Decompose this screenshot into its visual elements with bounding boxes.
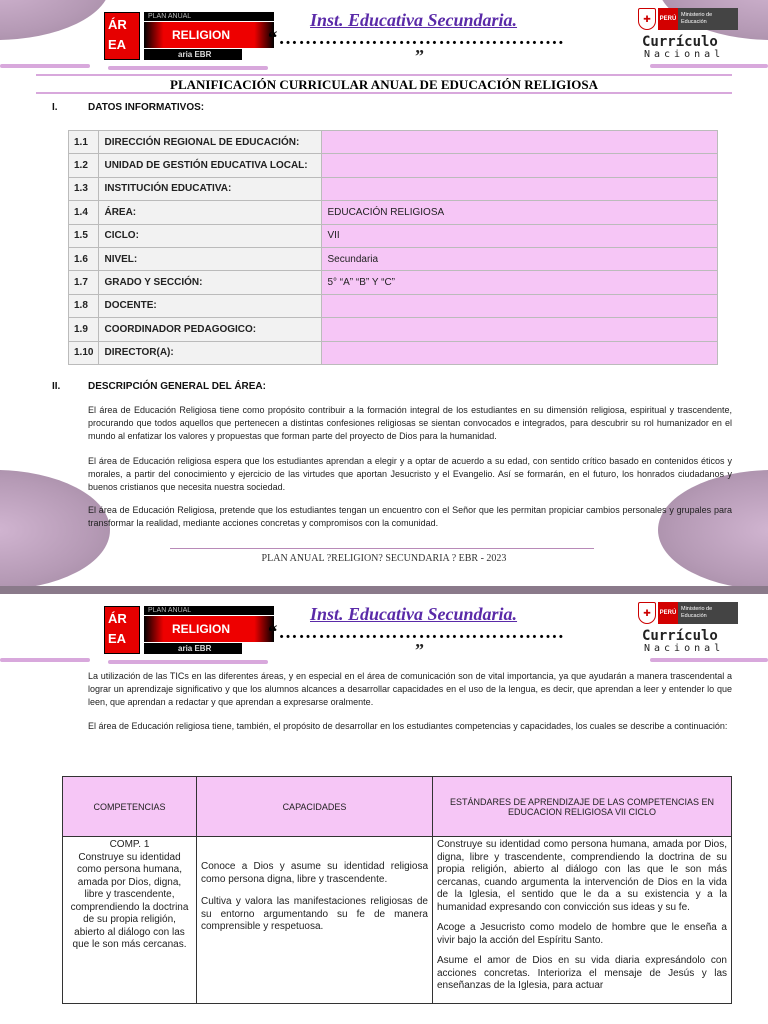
- area-label: [104, 606, 140, 654]
- table-row: [69, 154, 718, 177]
- ebr-label: aria EBR: [144, 643, 242, 654]
- info-row-value: [322, 341, 718, 364]
- area-label-line-1: ÁR: [108, 611, 127, 626]
- info-row-value: 5° “A” “B” Y “C”: [322, 271, 718, 294]
- ministry-label: Ministerio de Educación: [678, 8, 738, 30]
- info-row-label: GRADO Y SECCIÓN:: [99, 271, 322, 294]
- plan-label: PLAN ANUAL: [144, 606, 274, 615]
- area-label-line-1: ÁR: [108, 17, 127, 32]
- decorative-stripe: [0, 658, 90, 662]
- header-competencias: COMPETENCIAS: [63, 777, 197, 837]
- header-estandares: ESTÁNDARES DE APRENDIZAJE DE LAS COMPETENCIAS EN EDUCACION RELIGIOSA VII CICLO: [433, 777, 732, 837]
- info-row-value: Secundaria: [322, 247, 718, 270]
- competency-text: COMP. 1 Construye su identidad como persona humana, amada por Dios, digna, libre y trascendente, comprendiendo la doctrina de su propia religión, abierto al diálogo con las que le son más cercanas.: [70, 839, 189, 950]
- closing-quote: ”: [415, 640, 424, 660]
- competencies-table: [62, 776, 732, 1004]
- info-row-label: NIVEL:: [99, 247, 322, 270]
- description-paragraph-1: El área de Educación Religiosa tiene como propósito contribuir a la formación integral de los estudiantes en su dimensión religiosa, espiritual y trascendente, procurando que todos aquellos que pertenecen a distintas confesiones religiosas se sientan convocados e integrados, para descubrir su rol humanizador en el mundo al enfatizar los valores y propuestas que forman parte del proyecto de Dios para la humanidad.: [88, 405, 732, 441]
- standards-cell: [433, 837, 732, 1004]
- document-title: PLANIFICACIÓN CURRICULAR ANUAL DE EDUCACIÓN RELIGIOSA: [36, 74, 732, 94]
- header-area-badge: [104, 606, 274, 654]
- competencies-intro: El área de Educación religiosa tiene, también, el propósito de desarrollar en los estudiantes competencias y capacidades, los cuales se describe a continuación:: [88, 721, 728, 731]
- table-row: [69, 201, 718, 224]
- area-label: [104, 12, 140, 60]
- info-row-number: 1.7: [69, 271, 99, 294]
- table-row: [69, 341, 718, 364]
- institution-blank: “…………………………………….: [268, 622, 565, 643]
- standard-3: Asume el amor de Dios en su vida diaria expresándolo con acciones concretas. Interioriza el mensaje de Jesús y las enseñanzas de la Iglesia, para actuar: [437, 955, 727, 991]
- info-row-value: [322, 318, 718, 341]
- info-row-number: 1.4: [69, 201, 99, 224]
- area-label-line-2: EA: [108, 37, 127, 52]
- institution-name: Inst. Educativa Secundaria.: [310, 604, 518, 624]
- info-row-number: 1.6: [69, 247, 99, 270]
- peru-label: PERÚ: [658, 8, 678, 30]
- info-table: [68, 130, 718, 365]
- table-row: [69, 247, 718, 270]
- logo-subtitle: Nacional: [644, 49, 725, 60]
- section-1-label: DATOS INFORMATIVOS:: [88, 102, 205, 113]
- standard-1: Construye su identidad como persona humana, amada por Dios, digna, libre y trascendente, comprendiendo la doctrina de su propia religión, abierto al diálogo con las que le son más cercanas, cuando argumenta la intervención de Dios en la vida de la Iglesia, el sentido que le da a su existencia y a la humanidad expresando con convicción sus ideas y su fe.: [437, 839, 727, 913]
- plan-label: PLAN ANUAL: [144, 12, 274, 21]
- institution-blank: “…………………………………….: [268, 28, 565, 49]
- table-row: [69, 294, 718, 317]
- info-row-value: [322, 177, 718, 200]
- info-row-value: VII: [322, 224, 718, 247]
- decorative-stripe: [108, 660, 268, 664]
- decorative-wave-top-left: [0, 0, 110, 40]
- ministry-label: Ministerio de Educación: [678, 602, 738, 624]
- document-page-2: [0, 594, 768, 1024]
- competencies-header-row: [63, 777, 732, 837]
- table-row: [69, 271, 718, 294]
- table-row: [69, 131, 718, 154]
- table-row: [63, 837, 732, 1004]
- section-2-number: II.: [52, 381, 61, 392]
- logo-subtitle: Nacional: [644, 643, 725, 654]
- decorative-stripe: [0, 64, 90, 68]
- info-row-number: 1.10: [69, 341, 99, 364]
- curriculo-nacional-logo: [638, 6, 748, 60]
- section-2-label: DESCRIPCIÓN GENERAL DEL ÁREA:: [88, 381, 266, 392]
- info-row-number: 1.5: [69, 224, 99, 247]
- info-row-number: 1.9: [69, 318, 99, 341]
- area-label-line-2: EA: [108, 631, 127, 646]
- info-row-label: DIRECTOR(A):: [99, 341, 322, 364]
- info-row-value: [322, 131, 718, 154]
- decorative-stripe: [108, 66, 268, 70]
- info-row-number: 1.8: [69, 294, 99, 317]
- institution-name: Inst. Educativa Secundaria.: [310, 10, 518, 30]
- competency-cell: [63, 837, 197, 1004]
- page-footer: PLAN ANUAL ?RELIGION? SECUNDARIA ? EBR - 2023: [261, 553, 507, 564]
- table-row: [69, 177, 718, 200]
- subject-label: RELIGION: [144, 22, 274, 48]
- closing-quote: ”: [415, 46, 424, 66]
- info-row-number: 1.1: [69, 131, 99, 154]
- info-row-label: INSTITUCIÓN EDUCATIVA:: [99, 177, 322, 200]
- info-row-number: 1.3: [69, 177, 99, 200]
- info-row-label: ÁREA:: [99, 201, 322, 224]
- header-area-badge: [104, 12, 274, 60]
- header-capacidades: CAPACIDADES: [197, 777, 433, 837]
- peru-shield-icon: ✚: [638, 8, 656, 30]
- info-row-label: UNIDAD DE GESTIÓN EDUCATIVA LOCAL:: [99, 154, 322, 177]
- peru-shield-icon: ✚: [638, 602, 656, 624]
- curriculo-nacional-logo: [638, 600, 748, 654]
- info-row-value: EDUCACIÓN RELIGIOSA: [322, 201, 718, 224]
- table-row: [69, 224, 718, 247]
- info-row-value: [322, 154, 718, 177]
- table-row: [69, 318, 718, 341]
- description-paragraph-3: El área de Educación Religiosa, pretende que los estudiantes tengan un encuentro con el Señor que les permitan propiciar cambios personales y grupales para transformar la realidad, mediante acciones concretas y compromisos con la comunidad.: [88, 505, 732, 528]
- info-row-label: COORDINADOR PEDAGOGICO:: [99, 318, 322, 341]
- subject-label: RELIGION: [144, 616, 274, 642]
- capacity-1: Conoce a Dios y asume su identidad religiosa como persona digna, libre y trascendente.: [201, 861, 428, 885]
- ebr-label: aria EBR: [144, 49, 242, 60]
- peru-label: PERÚ: [658, 602, 678, 624]
- description-paragraph-2: El área de Educación religiosa espera que los estudiantes aprendan a elegir y a optar de acuerdo a su edad, con sentido crítico basado en contenidos éticos y morales, a partir del conocimiento y ejercicio de las virtudes que aportan Jesucristo y el Evangelio. Así se formarán, en el futuro, los honrados ciudadanos y buenos cristianos que necesita nuestra sociedad.: [88, 456, 732, 492]
- logo-title: Currículo: [642, 34, 718, 50]
- section-1-number: I.: [52, 102, 58, 113]
- tics-paragraph: La utilización de las TICs en las diferentes áreas, y en especial en el área de comunicación son de vital importancia, ya que ayudarán a manera trascendental a lograr un aprendizaje significativo y que los alumnos alcances a desarrollar capacidades en el uso de la lengua, es decir, que aprendan a leer y entender lo que leen, que aprendan a redactar y que aprendan a expresarse oralmente.: [88, 671, 732, 707]
- decorative-stripe: [650, 64, 768, 68]
- info-row-label: DOCENTE:: [99, 294, 322, 317]
- logo-title: Currículo: [642, 628, 718, 644]
- info-row-value: [322, 294, 718, 317]
- info-row-label: CICLO:: [99, 224, 322, 247]
- decorative-stripe: [650, 658, 768, 662]
- capacity-2: Cultiva y valora las manifestaciones religiosas de su entorno argumentando su fe de manera comprensible y respetuosa.: [201, 896, 428, 932]
- standard-2: Acoge a Jesucristo como modelo de hombre que le enseña a vivir bajo la acción del Espíritu Santo.: [437, 922, 727, 946]
- info-row-number: 1.2: [69, 154, 99, 177]
- capacities-cell: [197, 837, 433, 1004]
- footer-divider: [170, 548, 594, 549]
- info-row-label: DIRECCIÓN REGIONAL DE EDUCACIÓN:: [99, 131, 322, 154]
